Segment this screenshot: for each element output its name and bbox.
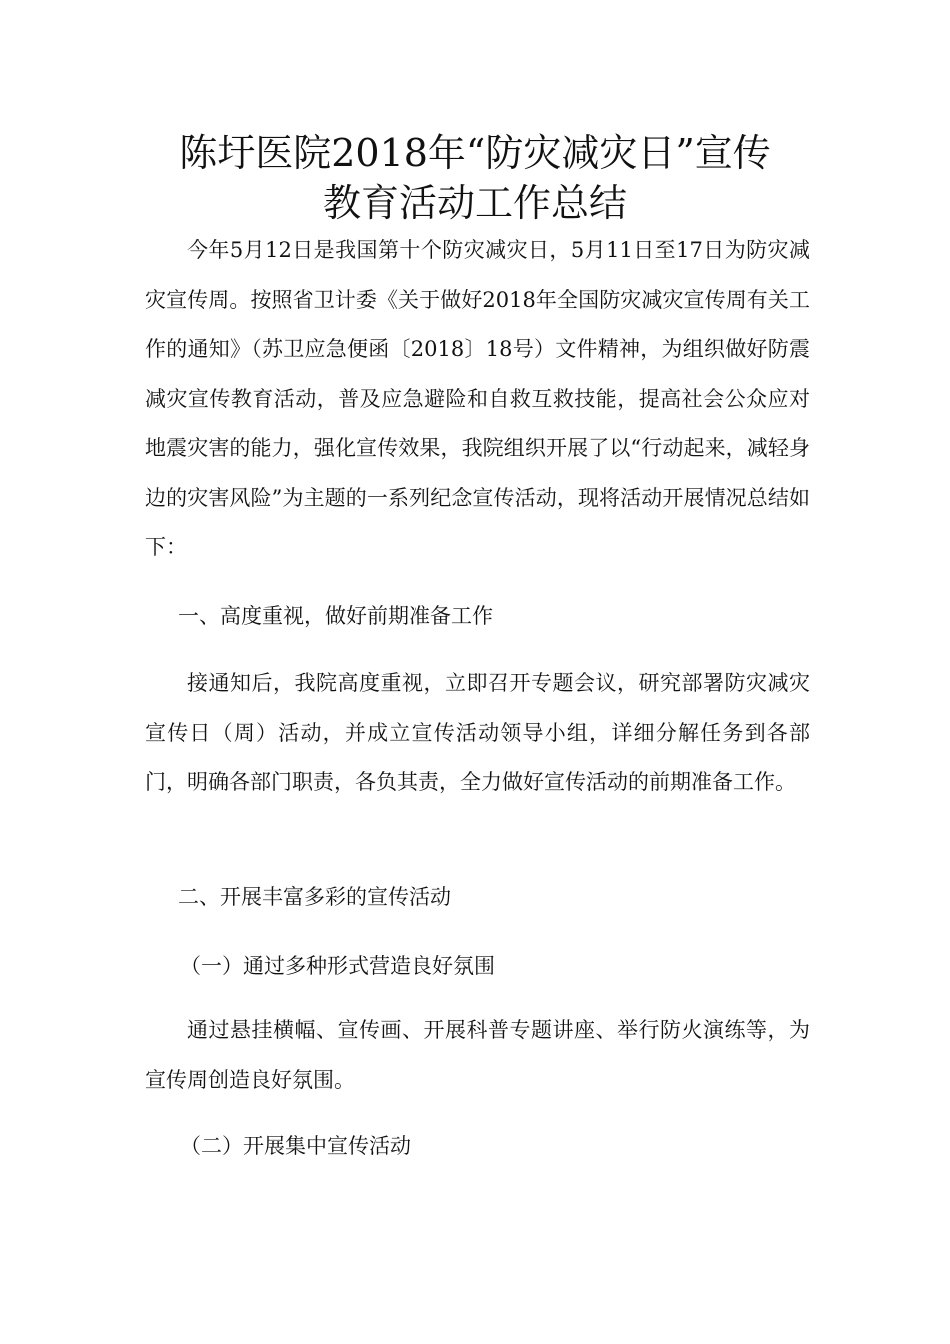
section-1-paragraph: 接通知后，我院高度重视，立即召开专题会议，研究部署防灾减灾宣传日（周）活动，并成立宣传活动领导小组，详细分解任务到各部门，明确各部门职责，各负其责，全力做好宣传活动的前期准备工作。 [145, 671, 810, 794]
subsection-1-heading: （一）通过多种形式营造良好氛围 [180, 954, 495, 978]
section-1-heading: 一、高度重视，做好前期准备工作 [178, 604, 493, 628]
document-title-line-1: 陈圩医院2018年“防灾减灾日”宣传 [179, 131, 771, 175]
section-2-heading: 二、开展丰富多彩的宣传活动 [178, 885, 451, 909]
intro-paragraph: 今年5月12日是我国第十个防灾减灾日，5月11日至17日为防灾减灾宣传周。按照省卫计委《关于做好2018年全国防灾减灾宣传周有关工作的通知》（苏卫应急便函〔2018〕18号）文件精神，为组织做好防震减灾宣传教育活动，普及应急避险和自救互救技能，提高社会公众应对地震灾害的能力，强化宣传效果，我院组织开展了以“行动起来，减轻身边的灾害风险”为主题的一系列纪念宣传活动，现将活动开展情况总结如下： [145, 238, 810, 559]
subsection-2-heading: （二）开展集中宣传活动 [180, 1134, 411, 1158]
subsection-1-paragraph: 通过悬挂横幅、宣传画、开展科普专题讲座、举行防火演练等，为宣传周创造良好氛围。 [145, 1018, 810, 1092]
document-title-line-2: 教育活动工作总结 [322, 181, 627, 225]
